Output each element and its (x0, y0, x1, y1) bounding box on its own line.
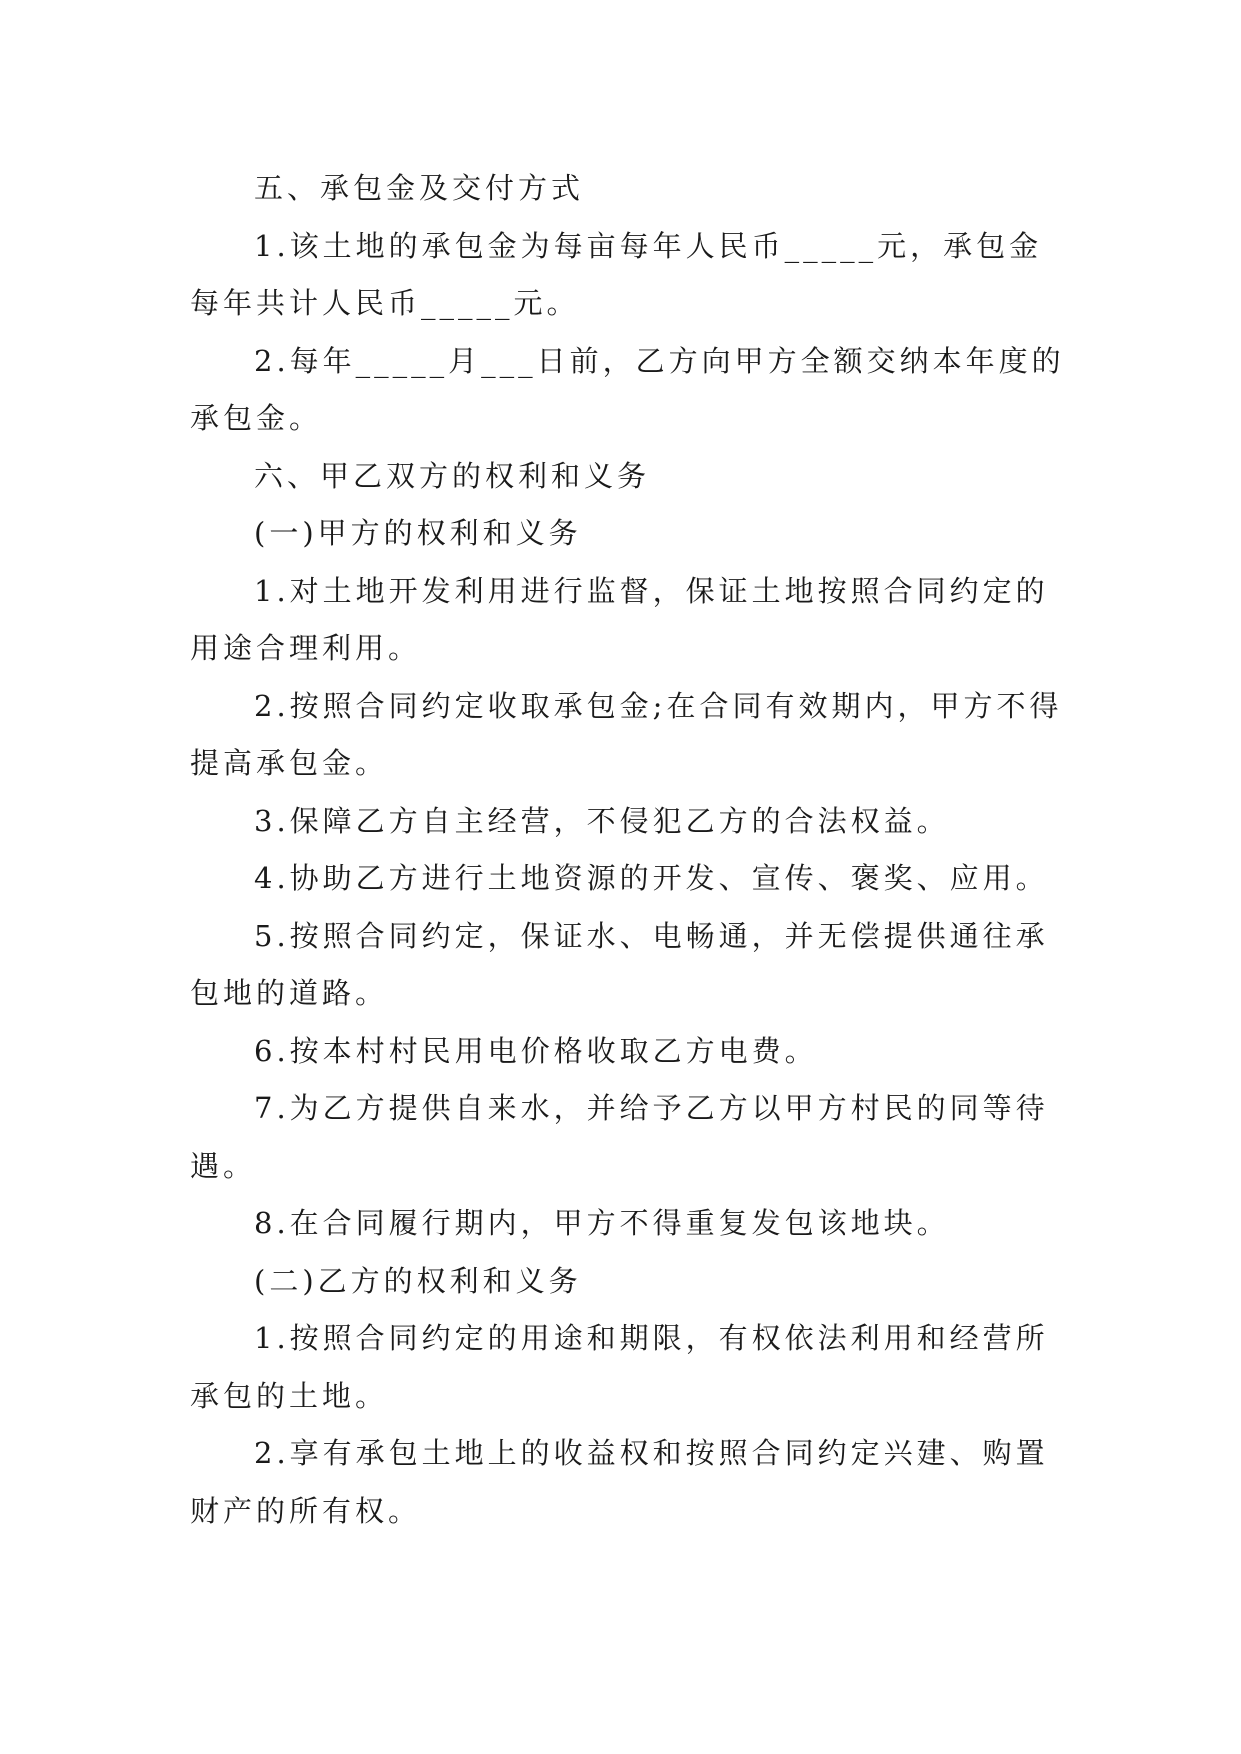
a-item-7: 7.为乙方提供自来水，并给予乙方以甲方村民的同等待遇。 (190, 1091, 1049, 1183)
s5-item-2: 2.每年_____月___日前，乙方向甲方全额交纳本年度的承包金。 (190, 343, 1065, 435)
a-item-2: 2.按照合同约定收取承包金;在合同有效期内，甲方不得提高承包金。 (190, 688, 1063, 780)
s5-item-1: 1.该土地的承包金为每亩每年人民币_____元，承包金每年共计人民币_____元。 (190, 228, 1043, 320)
document-body (190, 160, 1070, 1540)
b-item-2: 2.享有承包土地上的收益权和按照合同约定兴建、购置财产的所有权。 (190, 1436, 1049, 1528)
a-item-4: 4.协助乙方进行土地资源的开发、宣传、褒奖、应用。 (254, 861, 1049, 895)
party-a-title: (一)甲方的权利和义务 (254, 516, 582, 550)
party-b-title: (二)乙方的权利和义务 (254, 1263, 582, 1298)
b-item-1: 1.按照合同约定的用途和期限，有权依法利用和经营所承包的土地。 (190, 1321, 1049, 1413)
a-item-1: 1.对土地开发利用进行监督，保证土地按照合同约定的用途合理利用。 (190, 573, 1049, 665)
a-item-3: 3.保障乙方自主经营，不侵犯乙方的合法权益。 (254, 803, 950, 838)
a-item-8: 8.在合同履行期内，甲方不得重复发包该地块。 (254, 1206, 950, 1240)
a-item-5: 5.按照合同约定，保证水、电畅通，并无偿提供通往承包地的道路。 (190, 918, 1049, 1010)
section-5-title: 五、承包金及交付方式 (254, 171, 585, 205)
a-item-6: 6.按本村村民用电价格收取乙方电费。 (254, 1033, 818, 1068)
section-6-title: 六、甲乙双方的权利和义务 (254, 458, 651, 493)
